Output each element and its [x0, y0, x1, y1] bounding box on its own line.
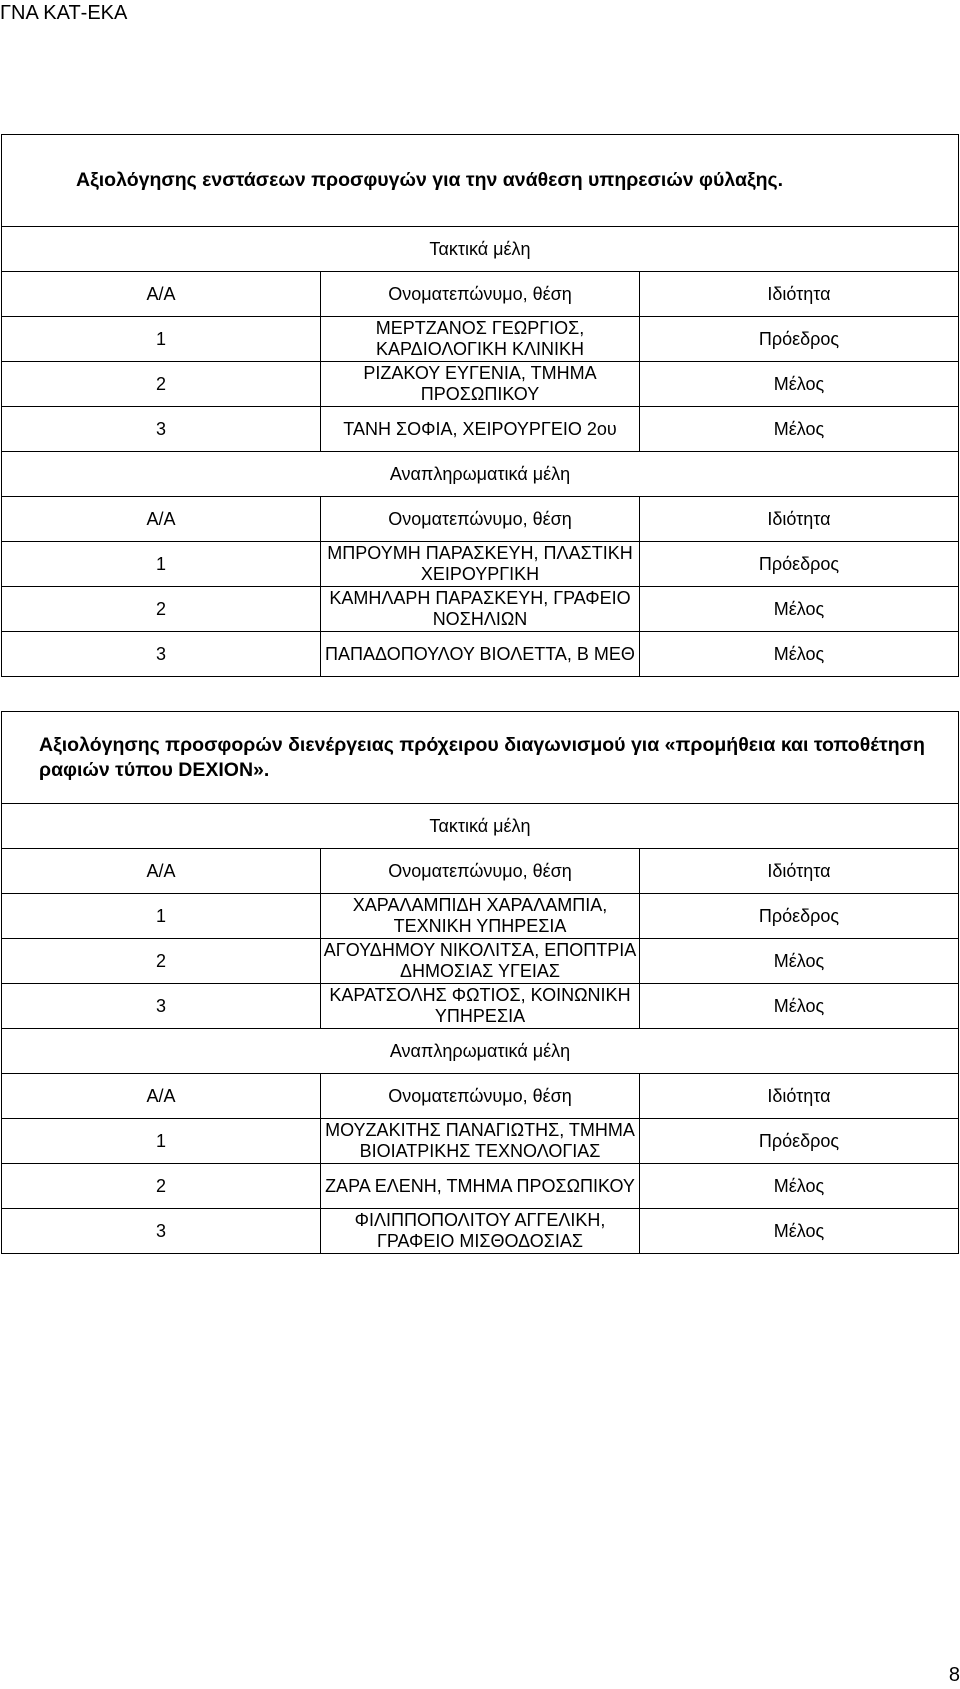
committee-title-row — [2, 712, 959, 804]
member-name: ΚΑΡΑΤΣΟΛΗΣ ΦΩΤΙΟΣ, ΚΟΙΝΩΝΙΚΗ ΥΠΗΡΕΣΙΑ — [321, 984, 640, 1029]
column-header-no: Α/Α — [2, 1074, 321, 1119]
member-row — [2, 1164, 959, 1209]
document-header: ΓΝΑ ΚΑΤ-ΕΚΑ — [0, 2, 128, 24]
member-no: 1 — [2, 317, 321, 362]
column-header-row — [2, 497, 959, 542]
member-role: Μέλος — [640, 984, 959, 1029]
column-header-name: Ονοματεπώνυμο, θέση — [321, 849, 640, 894]
member-role: Πρόεδρος — [640, 894, 959, 939]
member-name: ΤΑΝΗ ΣΟΦΙΑ, ΧΕΙΡΟΥΡΓΕΙΟ 2ου — [321, 407, 640, 452]
member-name: ΡΙΖΑΚΟΥ ΕΥΓΕΝΙΑ, ΤΜΗΜΑ ΠΡΟΣΩΠΙΚΟΥ — [321, 362, 640, 407]
member-role: Μέλος — [640, 1164, 959, 1209]
member-no: 1 — [2, 1119, 321, 1164]
column-header-role: Ιδιότητα — [640, 497, 959, 542]
member-no: 3 — [2, 984, 321, 1029]
member-role: Μέλος — [640, 1209, 959, 1254]
member-name: ΚΑΜΗΛΑΡΗ ΠΑΡΑΣΚΕΥΗ, ΓΡΑΦΕΙΟ ΝΟΣΗΛΙΩΝ — [321, 587, 640, 632]
member-no: 2 — [2, 939, 321, 984]
member-role: Πρόεδρος — [640, 542, 959, 587]
committee-title: Αξιολόγησης ενστάσεων προσφυγών για την ανάθεση υπηρεσιών φύλαξης. — [2, 135, 959, 227]
member-no: 1 — [2, 542, 321, 587]
committee-table-2 — [1, 711, 959, 1254]
member-name: ΠΑΠΑΔΟΠΟΥΛΟΥ ΒΙΟΛΕΤΤΑ, Β ΜΕΘ — [321, 632, 640, 677]
member-role: Μέλος — [640, 939, 959, 984]
member-row — [2, 984, 959, 1029]
member-row — [2, 542, 959, 587]
member-row — [2, 407, 959, 452]
member-name: ΦΙΛΙΠΠΟΠΟΛΙΤΟΥ ΑΓΓΕΛΙΚΗ, ΓΡΑΦΕΙΟ ΜΙΣΘΟΔΟΣΙΑΣ — [321, 1209, 640, 1254]
member-name: ΖΑΡΑ ΕΛΕΝΗ, ΤΜΗΜΑ ΠΡΟΣΩΠΙΚΟΥ — [321, 1164, 640, 1209]
member-name: ΜΠΡΟΥΜΗ ΠΑΡΑΣΚΕΥΗ, ΠΛΑΣΤΙΚΗ ΧΕΙΡΟΥΡΓΙΚΗ — [321, 542, 640, 587]
member-name: ΜΕΡΤΖΑΝΟΣ ΓΕΩΡΓΙΟΣ, ΚΑΡΔΙΟΛΟΓΙΚΗ ΚΛΙΝΙΚΗ — [321, 317, 640, 362]
member-name: ΧΑΡΑΛΑΜΠΙΔΗ ΧΑΡΑΛΑΜΠΙΑ, ΤΕΧΝΙΚΗ ΥΠΗΡΕΣΙΑ — [321, 894, 640, 939]
member-row — [2, 317, 959, 362]
member-no: 1 — [2, 894, 321, 939]
column-header-row — [2, 272, 959, 317]
column-header-no: Α/Α — [2, 497, 321, 542]
section-label: Τακτικά μέλη — [2, 804, 959, 849]
section-row — [2, 452, 959, 497]
member-no: 3 — [2, 632, 321, 677]
column-header-row — [2, 849, 959, 894]
member-no: 2 — [2, 587, 321, 632]
section-label: Τακτικά μέλη — [2, 227, 959, 272]
column-header-role: Ιδιότητα — [640, 849, 959, 894]
column-header-role: Ιδιότητα — [640, 1074, 959, 1119]
column-header-no: Α/Α — [2, 849, 321, 894]
member-row — [2, 587, 959, 632]
member-row — [2, 1119, 959, 1164]
committee-table-1 — [1, 134, 959, 677]
member-no: 2 — [2, 1164, 321, 1209]
column-header-role: Ιδιότητα — [640, 272, 959, 317]
committee-title-row — [2, 135, 959, 227]
column-header-name: Ονοματεπώνυμο, θέση — [321, 1074, 640, 1119]
member-role: Μέλος — [640, 362, 959, 407]
member-role: Πρόεδρος — [640, 317, 959, 362]
column-header-no: Α/Α — [2, 272, 321, 317]
member-role: Μέλος — [640, 632, 959, 677]
member-role: Μέλος — [640, 407, 959, 452]
member-no: 2 — [2, 362, 321, 407]
member-name: ΑΓΟΥΔΗΜΟΥ ΝΙΚΟΛΙΤΣΑ, ΕΠΟΠΤΡΙΑ ΔΗΜΟΣΙΑΣ ΥΓΕΙΑΣ — [321, 939, 640, 984]
member-no: 3 — [2, 1209, 321, 1254]
member-name: ΜΟΥΖΑΚΙΤΗΣ ΠΑΝΑΓΙΩΤΗΣ, ΤΜΗΜΑ ΒΙΟΙΑΤΡΙΚΗΣ ΤΕΧΝΟΛΟΓΙΑΣ — [321, 1119, 640, 1164]
section-row — [2, 227, 959, 272]
member-no: 3 — [2, 407, 321, 452]
page-number: 8 — [948, 1664, 960, 1686]
column-header-row — [2, 1074, 959, 1119]
section-label: Αναπληρωματικά μέλη — [2, 452, 959, 497]
member-row — [2, 1209, 959, 1254]
column-header-name: Ονοματεπώνυμο, θέση — [321, 497, 640, 542]
member-role: Μέλος — [640, 587, 959, 632]
member-role: Πρόεδρος — [640, 1119, 959, 1164]
column-header-name: Ονοματεπώνυμο, θέση — [321, 272, 640, 317]
committee-title: Αξιολόγησης προσφορών διενέργειας πρόχειρου διαγωνισμού για «προμήθεια και τοποθέτηση ραφιών τύπου DEXION». — [2, 712, 959, 804]
member-row — [2, 362, 959, 407]
member-row — [2, 939, 959, 984]
section-label: Αναπληρωματικά μέλη — [2, 1029, 959, 1074]
section-row — [2, 804, 959, 849]
member-row — [2, 632, 959, 677]
member-row — [2, 894, 959, 939]
section-row — [2, 1029, 959, 1074]
